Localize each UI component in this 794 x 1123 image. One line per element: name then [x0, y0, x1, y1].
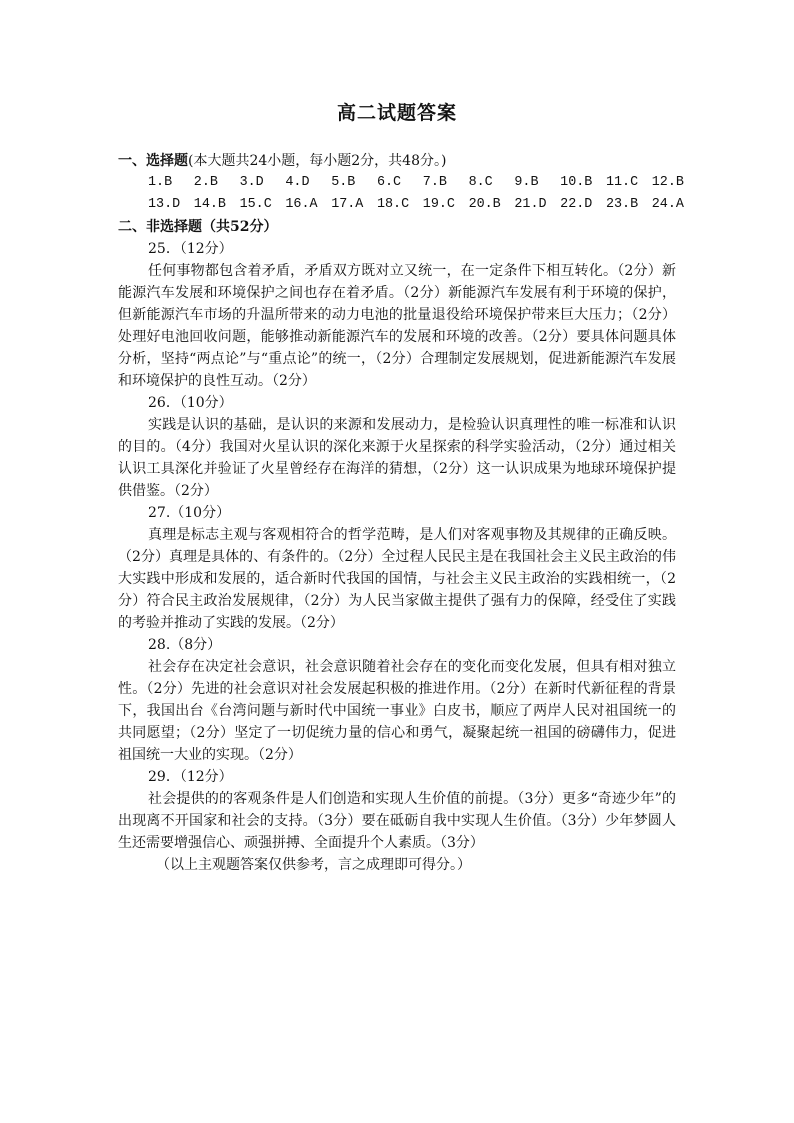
choice-answer: 3.D: [239, 175, 264, 190]
question-number: 29．（12分）: [148, 769, 233, 785]
choice-answer: 21.D: [514, 197, 547, 212]
question-number: 27.（10分）: [148, 505, 231, 521]
choice-answer: 18.C: [376, 197, 410, 212]
choice-answer: 12.B: [651, 175, 684, 190]
closing-note: （以上主观题答案仅供参考，言之成理即可得分。）: [156, 857, 471, 873]
choice-answer: 10.B: [560, 175, 593, 190]
choice-answer: 6.C: [376, 175, 402, 190]
question-answer: 实践是认识的基础，是认识的来源和发展动力，是检验认识真理性的唯一标准和认识的目的。（4分）我国对火星认识的深化来源于火星探索的科学实验活动，（2分）通过相关认识工具深化并验证了火星曾经存在海洋的猜想，（2分）这一认识成果为地球环境保护提供借鉴。（2分）: [118, 417, 676, 499]
question-27: [118, 502, 676, 634]
page-title: 高二试题答案: [336, 102, 457, 124]
question-number: 28.（8分）: [148, 637, 222, 653]
section-two-lead: 二、非选择题（共52分）: [118, 219, 278, 235]
choice-answer: 17.A: [331, 197, 364, 212]
choice-answer: 20.B: [468, 197, 501, 212]
choice-answer: 5.B: [331, 175, 356, 190]
choice-answers-row-1: [118, 172, 684, 194]
choice-answer: 2.B: [193, 175, 218, 190]
section-one-heading: [118, 150, 676, 172]
choice-answer: 22.D: [560, 197, 593, 212]
question-answer: 任何事物都包含着矛盾，矛盾双方既对立又统一，在一定条件下相互转化。（2分）新能源汽车发展和环境保护之间也存在着矛盾。（2分）新能源汽车发展有利于环境的保护，但新能源汽车市场的升温所带来的动力电池的批量退役给环境保护带来巨大压力；（2分）处理好电池回收问题，能够推动新能源汽车的发展和环境的改善。（2分）要具体问题具体分析，坚持“两点论”与“重点论”的统一，（2分）合理制定发展规划，促进新能源汽车发展和环境保护的良性互动。（2分）: [118, 263, 676, 389]
choice-answer: 8.C: [468, 175, 493, 190]
question-answer: 社会提供的的客观条件是人们创造和实现人生价值的前提。（3分）更多“奇迹少年”的出现离不开国家和社会的支持。（3分）要在砥砺自我中实现人生价值。（3分）少年梦圆人生还需要增强信心、顽强拼搏、全面提升个人素质。（3分）: [118, 791, 676, 851]
choice-answer: 9.B: [514, 175, 539, 190]
question-28: [118, 634, 676, 766]
choice-answer: 15.C: [239, 197, 272, 212]
section-two-heading: [118, 216, 676, 238]
choice-answers-row-2: [118, 194, 684, 216]
choice-answer: 23.B: [605, 197, 639, 212]
section-one-note: (本大题共24小题，每小题2分，共48分。): [188, 153, 447, 169]
section-one-lead: 一、选择题: [118, 153, 188, 169]
choice-answer: 1.B: [148, 175, 173, 190]
question-answer: 社会存在决定社会意识，社会意识随着社会存在的变化而变化发展，但具有相对独立性。（2分）先进的社会意识对社会发展起积极的推进作用。（2分）在新时代新征程的背景下，我国出台《台湾问题与新时代中国统一事业》白皮书，顺应了两岸人民对祖国统一的共同愿望；（2分）坚定了一切促统力量的信心和勇气，凝聚起统一祖国的磅礴伟力，促进祖国统一大业的实现。（2分）: [118, 659, 676, 763]
choice-answer: 7.B: [422, 175, 447, 190]
question-25: [118, 238, 676, 392]
choice-answer: 4.D: [285, 175, 310, 190]
choice-answer: 13.D: [148, 197, 181, 212]
question-answer: 真理是标志主观与客观相符合的哲学范畴，是人们对客观事物及其规律的正确反映。（2分）真理是具体的、有条件的。（2分）全过程人民民主是在我国社会主义民主政治的伟大实践中形成和发展的，适合新时代我国的国情，与社会主义民主政治的实践相统一，（2分）符合民主政治发展规律，（2分）为人民当家做主提供了强有力的保障，经受住了实践的考验并推动了实践的发展。（2分）: [118, 527, 676, 631]
choice-answer: 11.C: [605, 175, 639, 190]
question-number: 25．（12分）: [148, 241, 233, 257]
question-number: 26．（10分）: [148, 395, 233, 411]
question-29: [118, 766, 676, 854]
question-26: [118, 392, 676, 502]
choice-answer: 19.C: [422, 197, 455, 212]
choice-answer: 24.A: [651, 197, 684, 212]
choice-answer: 14.B: [193, 197, 226, 212]
choice-answer: 16.A: [285, 197, 318, 212]
